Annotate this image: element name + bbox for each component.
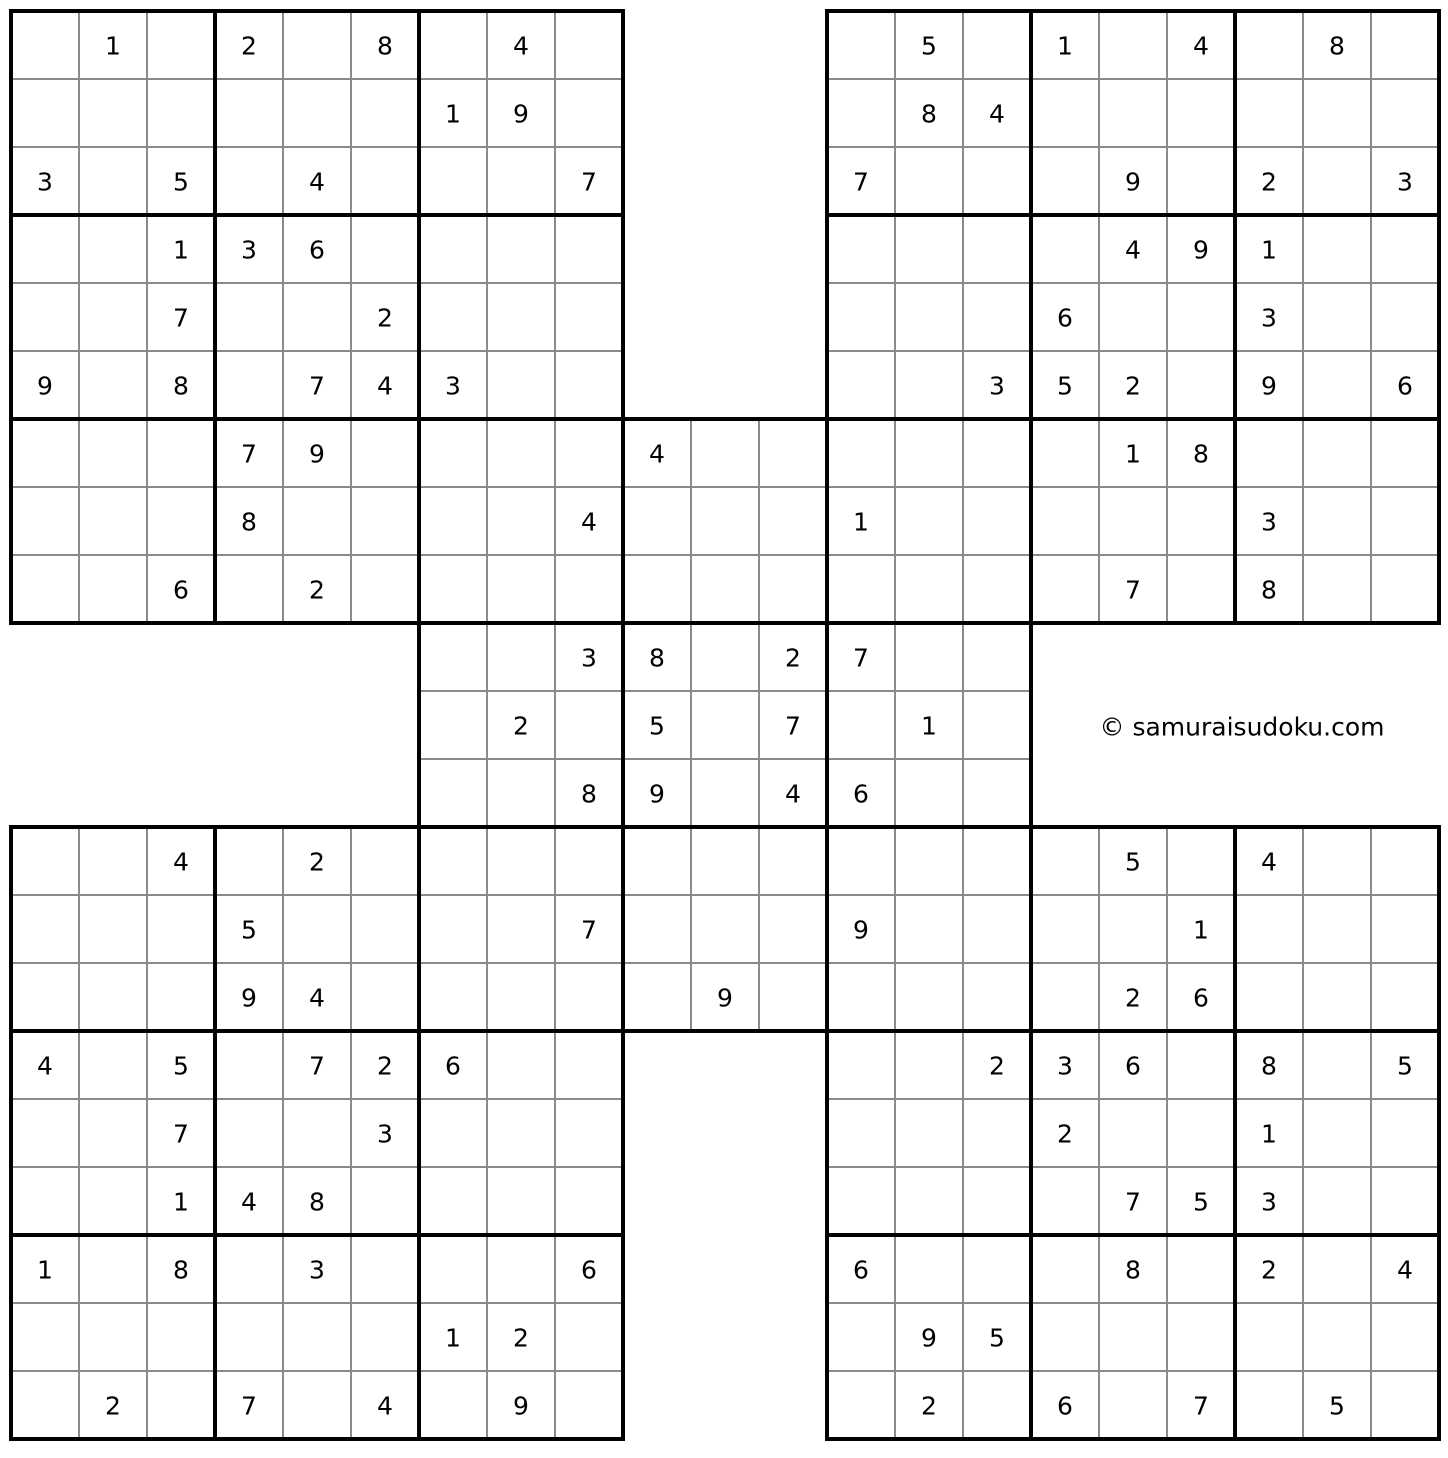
given-digit-cell: 3 bbox=[37, 167, 53, 197]
given-digit-cell: 8 bbox=[377, 31, 393, 61]
given-digit-cell: 5 bbox=[1125, 847, 1141, 877]
given-digit-cell: 9 bbox=[241, 983, 257, 1013]
given-digit-cell: 9 bbox=[649, 779, 665, 809]
given-digit-cell: 1 bbox=[1125, 439, 1141, 469]
given-digit-cell: 9 bbox=[1261, 371, 1277, 401]
given-digit-cell: 2 bbox=[1261, 167, 1277, 197]
given-digit-cell: 2 bbox=[785, 643, 801, 673]
given-digit-cell: 6 bbox=[173, 575, 189, 605]
given-digit-cell: 5 bbox=[1329, 1391, 1345, 1421]
given-digit-cell: 5 bbox=[649, 711, 665, 741]
given-digit-cell: 4 bbox=[1193, 31, 1209, 61]
given-digit-cell: 8 bbox=[1261, 575, 1277, 605]
given-digit-cell: 5 bbox=[1397, 1051, 1413, 1081]
given-digit-cell: 7 bbox=[173, 1119, 189, 1149]
given-digit-cell: 4 bbox=[513, 31, 529, 61]
given-digit-cell: 4 bbox=[173, 847, 189, 877]
given-digit-cell: 2 bbox=[241, 31, 257, 61]
given-digit-cell: 3 bbox=[241, 235, 257, 265]
given-digit-cell: 2 bbox=[309, 575, 325, 605]
given-digit-cell: 8 bbox=[649, 643, 665, 673]
given-digit-cell: 6 bbox=[853, 1255, 869, 1285]
given-digit-cell: 3 bbox=[309, 1255, 325, 1285]
given-digit-cell: 9 bbox=[1193, 235, 1209, 265]
given-digit-cell: 8 bbox=[1329, 31, 1345, 61]
given-digit-cell: 8 bbox=[921, 99, 937, 129]
given-digit-cell: 3 bbox=[1261, 1187, 1277, 1217]
given-digit-cell: 7 bbox=[853, 643, 869, 673]
given-digit-cell: 2 bbox=[377, 1051, 393, 1081]
given-digit-cell: 5 bbox=[241, 915, 257, 945]
given-digit-cell: 1 bbox=[445, 99, 461, 129]
given-digit-cell: 1 bbox=[1261, 235, 1277, 265]
given-digit-cell: 5 bbox=[173, 1051, 189, 1081]
given-digit-cell: 3 bbox=[1261, 303, 1277, 333]
given-digit-cell: 8 bbox=[1125, 1255, 1141, 1285]
given-digit-cell: 8 bbox=[309, 1187, 325, 1217]
given-digit-cell: 6 bbox=[1057, 303, 1073, 333]
given-digit-cell: 4 bbox=[1261, 847, 1277, 877]
given-digit-cell: 9 bbox=[1125, 167, 1141, 197]
given-digit-cell: 3 bbox=[1261, 507, 1277, 537]
given-digit-cell: 9 bbox=[513, 1391, 529, 1421]
given-digit-cell: 8 bbox=[581, 779, 597, 809]
given-digit-cell: 3 bbox=[445, 371, 461, 401]
given-digit-cell: 1 bbox=[105, 31, 121, 61]
given-digit-cell: 5 bbox=[173, 167, 189, 197]
copyright-text: © samuraisudoku.com bbox=[1099, 712, 1385, 742]
given-digit-cell: 1 bbox=[173, 235, 189, 265]
given-digit-cell: 8 bbox=[1261, 1051, 1277, 1081]
given-digit-cell: 7 bbox=[853, 167, 869, 197]
given-digit-cell: 2 bbox=[513, 1323, 529, 1353]
given-digit-cell: 1 bbox=[853, 507, 869, 537]
given-digit-cell: 4 bbox=[241, 1187, 257, 1217]
given-digit-cell: 4 bbox=[377, 371, 393, 401]
given-digit-cell: 1 bbox=[921, 711, 937, 741]
given-digit-cell: 7 bbox=[173, 303, 189, 333]
given-digit-cell: 3 bbox=[1397, 167, 1413, 197]
given-digit-cell: 4 bbox=[37, 1051, 53, 1081]
given-digit-cell: 5 bbox=[921, 31, 937, 61]
given-digit-cell: 5 bbox=[1193, 1187, 1209, 1217]
given-digit-cell: 9 bbox=[513, 99, 529, 129]
given-digit-cell: 4 bbox=[1397, 1255, 1413, 1285]
given-digit-cell: 7 bbox=[581, 915, 597, 945]
given-digit-cell: 6 bbox=[309, 235, 325, 265]
given-digit-cell: 7 bbox=[309, 1051, 325, 1081]
given-digit-cell: 1 bbox=[1193, 915, 1209, 945]
given-digit-cell: 2 bbox=[989, 1051, 1005, 1081]
given-digit-cell: 1 bbox=[173, 1187, 189, 1217]
given-digit-cell: 1 bbox=[1057, 31, 1073, 61]
given-digit-cell: 9 bbox=[853, 915, 869, 945]
given-digit-cell: 6 bbox=[581, 1255, 597, 1285]
given-digit-cell: 2 bbox=[1125, 983, 1141, 1013]
given-digit-cell: 7 bbox=[309, 371, 325, 401]
given-digit-cell: 8 bbox=[1193, 439, 1209, 469]
given-digit-cell: 7 bbox=[1193, 1391, 1209, 1421]
given-digit-cell: 7 bbox=[241, 439, 257, 469]
given-digit-cell: 9 bbox=[37, 371, 53, 401]
given-digit-cell: 8 bbox=[173, 1255, 189, 1285]
given-digit-cell: 5 bbox=[1057, 371, 1073, 401]
given-digit-cell: 3 bbox=[989, 371, 1005, 401]
given-digit-cell: 1 bbox=[1261, 1119, 1277, 1149]
given-digit-cell: 6 bbox=[445, 1051, 461, 1081]
given-digit-cell: 7 bbox=[581, 167, 597, 197]
given-digit-cell: 4 bbox=[309, 983, 325, 1013]
given-digit-cell: 6 bbox=[1397, 371, 1413, 401]
given-digit-cell: 6 bbox=[1193, 983, 1209, 1013]
given-digit-cell: 1 bbox=[445, 1323, 461, 1353]
given-digit-cell: 2 bbox=[105, 1391, 121, 1421]
given-digit-cell: 8 bbox=[173, 371, 189, 401]
given-digit-cell: 9 bbox=[717, 983, 733, 1013]
given-digit-cell: 6 bbox=[1125, 1051, 1141, 1081]
given-digit-cell: 3 bbox=[581, 643, 597, 673]
given-digit-cell: 3 bbox=[377, 1119, 393, 1149]
given-digit-cell: 6 bbox=[853, 779, 869, 809]
given-digit-cell: 4 bbox=[581, 507, 597, 537]
given-digit-cell: 4 bbox=[649, 439, 665, 469]
given-digit-cell: 4 bbox=[309, 167, 325, 197]
given-digit-cell: 2 bbox=[309, 847, 325, 877]
given-digit-cell: 4 bbox=[989, 99, 1005, 129]
given-digit-cell: 1 bbox=[37, 1255, 53, 1285]
given-digit-cell: 8 bbox=[241, 507, 257, 537]
given-digit-cell: 9 bbox=[309, 439, 325, 469]
given-digit-cell: 6 bbox=[1057, 1391, 1073, 1421]
given-digit-cell: 2 bbox=[1057, 1119, 1073, 1149]
given-digit-cell: 4 bbox=[1125, 235, 1141, 265]
given-digit-cell: 2 bbox=[377, 303, 393, 333]
given-digit-cell: 4 bbox=[785, 779, 801, 809]
given-digit-cell: 2 bbox=[1261, 1255, 1277, 1285]
given-digit-cell: 2 bbox=[921, 1391, 937, 1421]
given-digit-cell: 7 bbox=[785, 711, 801, 741]
given-digit-cell: 2 bbox=[1125, 371, 1141, 401]
given-digit-cell: 5 bbox=[989, 1323, 1005, 1353]
given-digit-cell: 7 bbox=[1125, 575, 1141, 605]
given-digit-cell: 3 bbox=[1057, 1051, 1073, 1081]
given-digit-cell: 7 bbox=[1125, 1187, 1141, 1217]
given-digit-cell: 2 bbox=[513, 711, 529, 741]
given-digit-cell: 7 bbox=[241, 1391, 257, 1421]
given-digit-cell: 4 bbox=[377, 1391, 393, 1421]
given-digit-cell: 9 bbox=[921, 1323, 937, 1353]
